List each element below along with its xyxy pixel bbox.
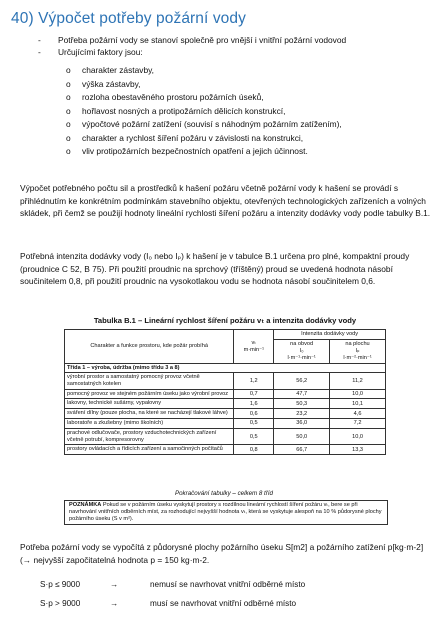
arrow-icon: → xyxy=(110,599,119,608)
bullet-item: - Určujícími faktory jsou: xyxy=(38,46,346,58)
factor-item: o výpočtové požární zatížení (souvisí s náhodným požárním zatížením), xyxy=(66,118,342,132)
factor-item: o vliv protipožárních bezpečnostních opatření a jejich účinnost. xyxy=(66,145,342,159)
table-row: výrobní prostor a samostatný pomocný provoz včetně samostatných kotelen 1,2 56,2 11,2 xyxy=(65,373,386,390)
table-continuation-note: Pokračování tabulky – celkem 8 tříd xyxy=(174,490,273,497)
header-area: na plochu Iₚ l·m⁻²·min⁻¹ xyxy=(330,340,386,364)
note-label: POZNÁMKA xyxy=(69,502,102,508)
table-row: prostory ovládacích a řídicích zařízení a samočinných počítačů 0,8 66,7 13,3 xyxy=(65,445,386,455)
arrow-icon: → xyxy=(110,580,119,589)
section-row: Třída 1 – výroba, údržba (mimo třídu 3 a 8) xyxy=(65,364,386,373)
table-row: lakovny, technické sušárny, vypalovny 1,6 50,3 10,1 xyxy=(65,399,386,409)
table-note xyxy=(64,500,388,525)
factor-item: o rozloha obestavěného prostoru požárních úseků, xyxy=(66,91,342,105)
factor-item: o charakter zástavby, xyxy=(66,64,342,78)
table-row: pomocný provoz ve stejném požárním úseku jako výrobní provoz 0,7 47,7 10,0 xyxy=(65,389,386,399)
rule-condition: S·p ≤ 9000 xyxy=(40,580,80,589)
table-row: laboratoře a zkušebny (mimo školních) 0,5 36,0 7,2 xyxy=(65,418,386,428)
factor-item: o výška zástavby, xyxy=(66,78,342,92)
table-b1 xyxy=(64,316,386,455)
data-table xyxy=(64,329,386,455)
factor-item: o charakter a rychlost šíření požáru v závislosti na konstrukci, xyxy=(66,132,342,146)
paragraph-calculation: Výpočet potřebného počtu sil a prostředků k hašení požáru včetně požární vody k hašení se provádí s přihlédnutím ke konkrétním podmínkám stavebního objektu, otevřených technologických zařízeních a volných skládek, při čemž se použijí hodnoty lineální rychlosti šíření požáru a intenzity dodávky vody podle tabulky B.1. xyxy=(20,183,431,219)
header-perimeter: na obvod I₀ l·m⁻¹·min⁻¹ xyxy=(274,340,330,364)
paragraph-intensity: Potřebná intenzita dodávky vody (I₀ nebo Iₚ) k hašení je v tabulce B.1 určena pro plné, kompaktní proudy (proudnice C 52, B 75). Při použití proudnic na sprchový (tříštěný) proud se uvedená hodnota násobí součinitelem 0,8, při použití proudnic na vysokotlakou vodu se hodnota násobí součinitelem 0,6. xyxy=(20,251,410,287)
rule-condition: S·p > 9000 xyxy=(40,599,81,608)
rule-result: nemusí se navrhovat vnitřní odběrné místo xyxy=(150,580,306,589)
rule-result: musí se navrhovat vnitřní odběrné místo xyxy=(150,599,297,608)
table-caption: Tabulka B.1 – Lineární rychlost šíření požáru vₜ a intenzita dodávky vody xyxy=(93,316,357,325)
factor-list xyxy=(66,64,342,159)
table-row: prachové odlučovače, prostory vzduchotechnických zařízení včetně potrubí, kompresorovny 0,5 50,0 10,0 xyxy=(65,428,386,445)
header-speed: vₜ m·min⁻¹ xyxy=(234,330,274,364)
note-text: Pokud se v požárním úseku vyskytují prostory s rozdílnou lineární rychlostí šíření požáru vₜ, bere se při navrhování vnitřních odběrních míst, za rozhodující nejvyšší hodnota vₜ, která se vyskytuje alespoň na 10 % půdorysné plochy požárního úseku (S v m²). xyxy=(69,502,382,522)
page-title: 40) Výpočet potřeby požární vody xyxy=(11,10,246,27)
table-row: sváření dílny (pouze plocha, na které se nacházejí tlakové láhve) 0,6 23,2 4,6 xyxy=(65,409,386,419)
header-function: Charakter a funkce prostoru, kde požár probíhá xyxy=(65,330,234,364)
paragraph-water-demand: Potřeba požární vody se vypočítá z půdorysné plochy požárního úseku S[m2] a požárního zatížení p[kg·m-2] (→ nejvyšší započitatelná hodnota p = 150 kg·m-2. xyxy=(20,542,424,565)
header-intensity: Intenzita dodávky vody xyxy=(274,330,386,340)
factor-item: o hořlavost nosných a protipožárních dělicích konstrukcí, xyxy=(66,105,342,119)
bullet-item: - Potřeba požární vody se stanoví společně pro vnější i vnitřní požární vodovod xyxy=(38,34,346,46)
bullet-list xyxy=(38,34,346,58)
